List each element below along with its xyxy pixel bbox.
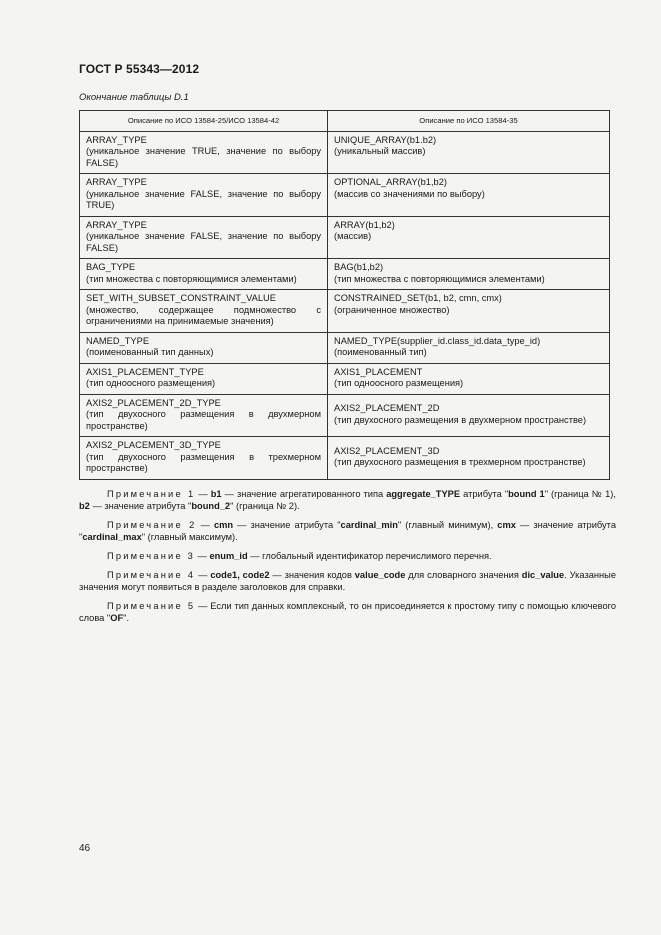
note-term: OF [110, 613, 124, 623]
cell-type-name: ARRAY_TYPE [86, 134, 147, 145]
note-text: " (главный минимум), [397, 520, 498, 530]
cell-type-name: UNIQUE_ARRAY(b1.b2) [334, 134, 437, 145]
cell-description: (тип двухосного размещения в трехмерном пространстве) [86, 451, 321, 473]
table-cell-iso25 [80, 363, 328, 394]
cell-description: (тип двухосного размещения в трехмерном пространстве) [334, 457, 586, 468]
column-header: Описание по ИСО 13584-25/ИСО 13584-42 [80, 111, 328, 132]
cell-type-name: NAMED_TYPE [86, 335, 150, 346]
column-header: Описание по ИСО 13584-35 [328, 111, 610, 132]
table-cell-iso35 [328, 259, 610, 290]
cell-description: (тип множества с повторяющимися элементами) [334, 273, 545, 284]
cell-type-name: OPTIONAL_ARRAY(b1,b2) [334, 177, 447, 187]
table-cell-iso35 [328, 437, 610, 480]
table-row [80, 216, 610, 259]
note-label: Примечание 5 [107, 601, 196, 611]
note-term: code1, code2 [210, 570, 270, 580]
note-text: — [195, 489, 211, 499]
document-header: ГОСТ Р 55343—2012 [79, 62, 200, 76]
cell-description: (ограниченное множество) [334, 304, 450, 315]
table-cell-iso25 [80, 259, 328, 290]
note-text: — значение атрибута " [79, 520, 616, 542]
table-header-row [80, 111, 610, 132]
table-caption: Окончание таблицы D.1 [79, 92, 189, 103]
cell-type-name: CONSTRAINED_SET(b1, b2, cmn, cmx) [334, 293, 502, 303]
page-number: 46 [79, 843, 91, 854]
note-paragraph [79, 600, 616, 624]
note-text: " (граница № 1), [544, 489, 616, 499]
cell-type-name: ARRAY_TYPE [86, 177, 147, 187]
table-cell-iso35 [328, 332, 610, 363]
cell-description: (массив со значениями по выбору) [334, 188, 485, 199]
note-text: — [194, 551, 210, 561]
table-cell-iso25 [80, 216, 328, 259]
cell-type-name: AXIS1_PLACEMENT [334, 366, 423, 377]
table-cell-iso25 [80, 290, 328, 333]
table-row [80, 332, 610, 363]
cell-type-name: AXIS2_PLACEMENT_2D [334, 403, 440, 414]
note-text: — [195, 570, 211, 580]
note-label: Примечание 2 [107, 520, 197, 530]
table-cell-iso25 [80, 174, 328, 217]
cell-description: (уникальное значение FALSE, значение по выбору FALSE) [86, 231, 321, 253]
table-cell-iso35 [328, 363, 610, 394]
note-paragraph [79, 519, 616, 543]
note-paragraph [79, 488, 616, 512]
note-text: атрибута " [460, 489, 509, 499]
note-label: Примечание 3 [107, 551, 195, 561]
table-cell-iso25 [80, 437, 328, 480]
notes-section [79, 488, 616, 631]
cell-type-name: NAMED_TYPE(supplier_id.class_id.data_type_id) [334, 335, 541, 346]
cell-description: (уникальное значение FALSE, значение по выбору TRUE) [86, 188, 321, 210]
note-term: cardinal_max [82, 532, 142, 542]
table-row [80, 363, 610, 394]
cell-type-name: AXIS2_PLACEMENT_3D_TYPE [86, 440, 221, 450]
table-cell-iso35 [328, 394, 610, 437]
cell-description: (тип двухосного размещения в двухмерном пространстве) [86, 409, 321, 431]
cell-type-name: ARRAY_TYPE [86, 219, 147, 230]
note-text: — глобальный идентификатор перечислимого перечня. [247, 551, 492, 561]
table-cell-iso25 [80, 332, 328, 363]
cell-type-name: AXIS2_PLACEMENT_3D [334, 445, 440, 456]
note-term: value_code [354, 570, 406, 580]
note-label: Примечание 4 [107, 570, 196, 580]
note-text: — значения кодов [269, 570, 355, 580]
cell-type-name: AXIS2_PLACEMENT_2D_TYPE [86, 397, 221, 408]
note-text: " (главный максимум). [141, 532, 238, 542]
cell-type-name: ARRAY(b1,b2) [334, 219, 395, 230]
table-cell-iso25 [80, 394, 328, 437]
note-term: b2 [79, 501, 90, 511]
cell-type-name: BAG_TYPE [86, 262, 136, 272]
table-cell-iso35 [328, 216, 610, 259]
table-cell-iso35 [328, 174, 610, 217]
note-term: enum_id [209, 551, 248, 561]
table-body [80, 131, 610, 479]
cell-description: (массив) [334, 231, 372, 241]
note-term: bound 1 [508, 489, 545, 499]
table-cell-iso25 [80, 131, 328, 174]
cell-description: (тип множества с повторяющимися элементами) [86, 273, 297, 284]
note-paragraph [79, 550, 616, 562]
note-term: b1 [210, 489, 222, 499]
note-text: для словарного значения [405, 570, 522, 580]
mapping-table [79, 110, 610, 480]
cell-description: (поименованный тип) [334, 347, 427, 357]
table-row [80, 131, 610, 174]
note-term: dic_value [521, 570, 565, 580]
note-paragraph [79, 569, 616, 593]
table-row [80, 290, 610, 333]
cell-description: (тип одноосного размещения) [86, 378, 216, 388]
note-term: cardinal_min [340, 520, 398, 530]
cell-description: (поименованный тип данных) [86, 347, 214, 357]
note-text: ". [123, 613, 130, 623]
cell-description: (множество, содержащее подмножество с ограничениями на принимаемые значения) [86, 304, 321, 326]
note-term: aggregate_TYPE [386, 489, 461, 499]
table-row [80, 437, 610, 480]
note-term: bound_2 [191, 501, 231, 511]
table-cell-iso35 [328, 131, 610, 174]
cell-type-name: BAG(b1,b2) [334, 262, 384, 272]
cell-description: (тип двухосного размещения в двухмерном пространстве) [334, 414, 587, 425]
cell-type-name: AXIS1_PLACEMENT_TYPE [86, 366, 204, 377]
note-term: cmx [497, 520, 516, 530]
table-row [80, 394, 610, 437]
cell-description: (уникальный массив) [334, 146, 426, 156]
note-text: — значение агрегатированного типа [221, 489, 387, 499]
cell-description: (тип одноосного размещения) [334, 378, 464, 388]
table-cell-iso35 [328, 290, 610, 333]
note-text: — значение атрибута " [233, 520, 341, 530]
note-text: " (граница № 2). [230, 501, 300, 511]
cell-type-name: SET_WITH_SUBSET_CONSTRAINT_VALUE [86, 293, 276, 303]
note-text: . Указанные значения могут появиться в разделе заголовков для справки. [79, 570, 617, 592]
cell-description: (уникальное значение TRUE, значение по выбору FALSE) [86, 146, 321, 168]
table-row [80, 259, 610, 290]
note-label: Примечание 1 [107, 489, 196, 499]
note-term: cmn [213, 520, 234, 530]
note-text: — значение атрибута " [89, 501, 192, 511]
note-text: — [196, 520, 214, 530]
note-text: — Если тип данных комплексный, то он присоединяется к простому типу с помощью ключевого слова " [79, 601, 616, 623]
table-row [80, 174, 610, 217]
